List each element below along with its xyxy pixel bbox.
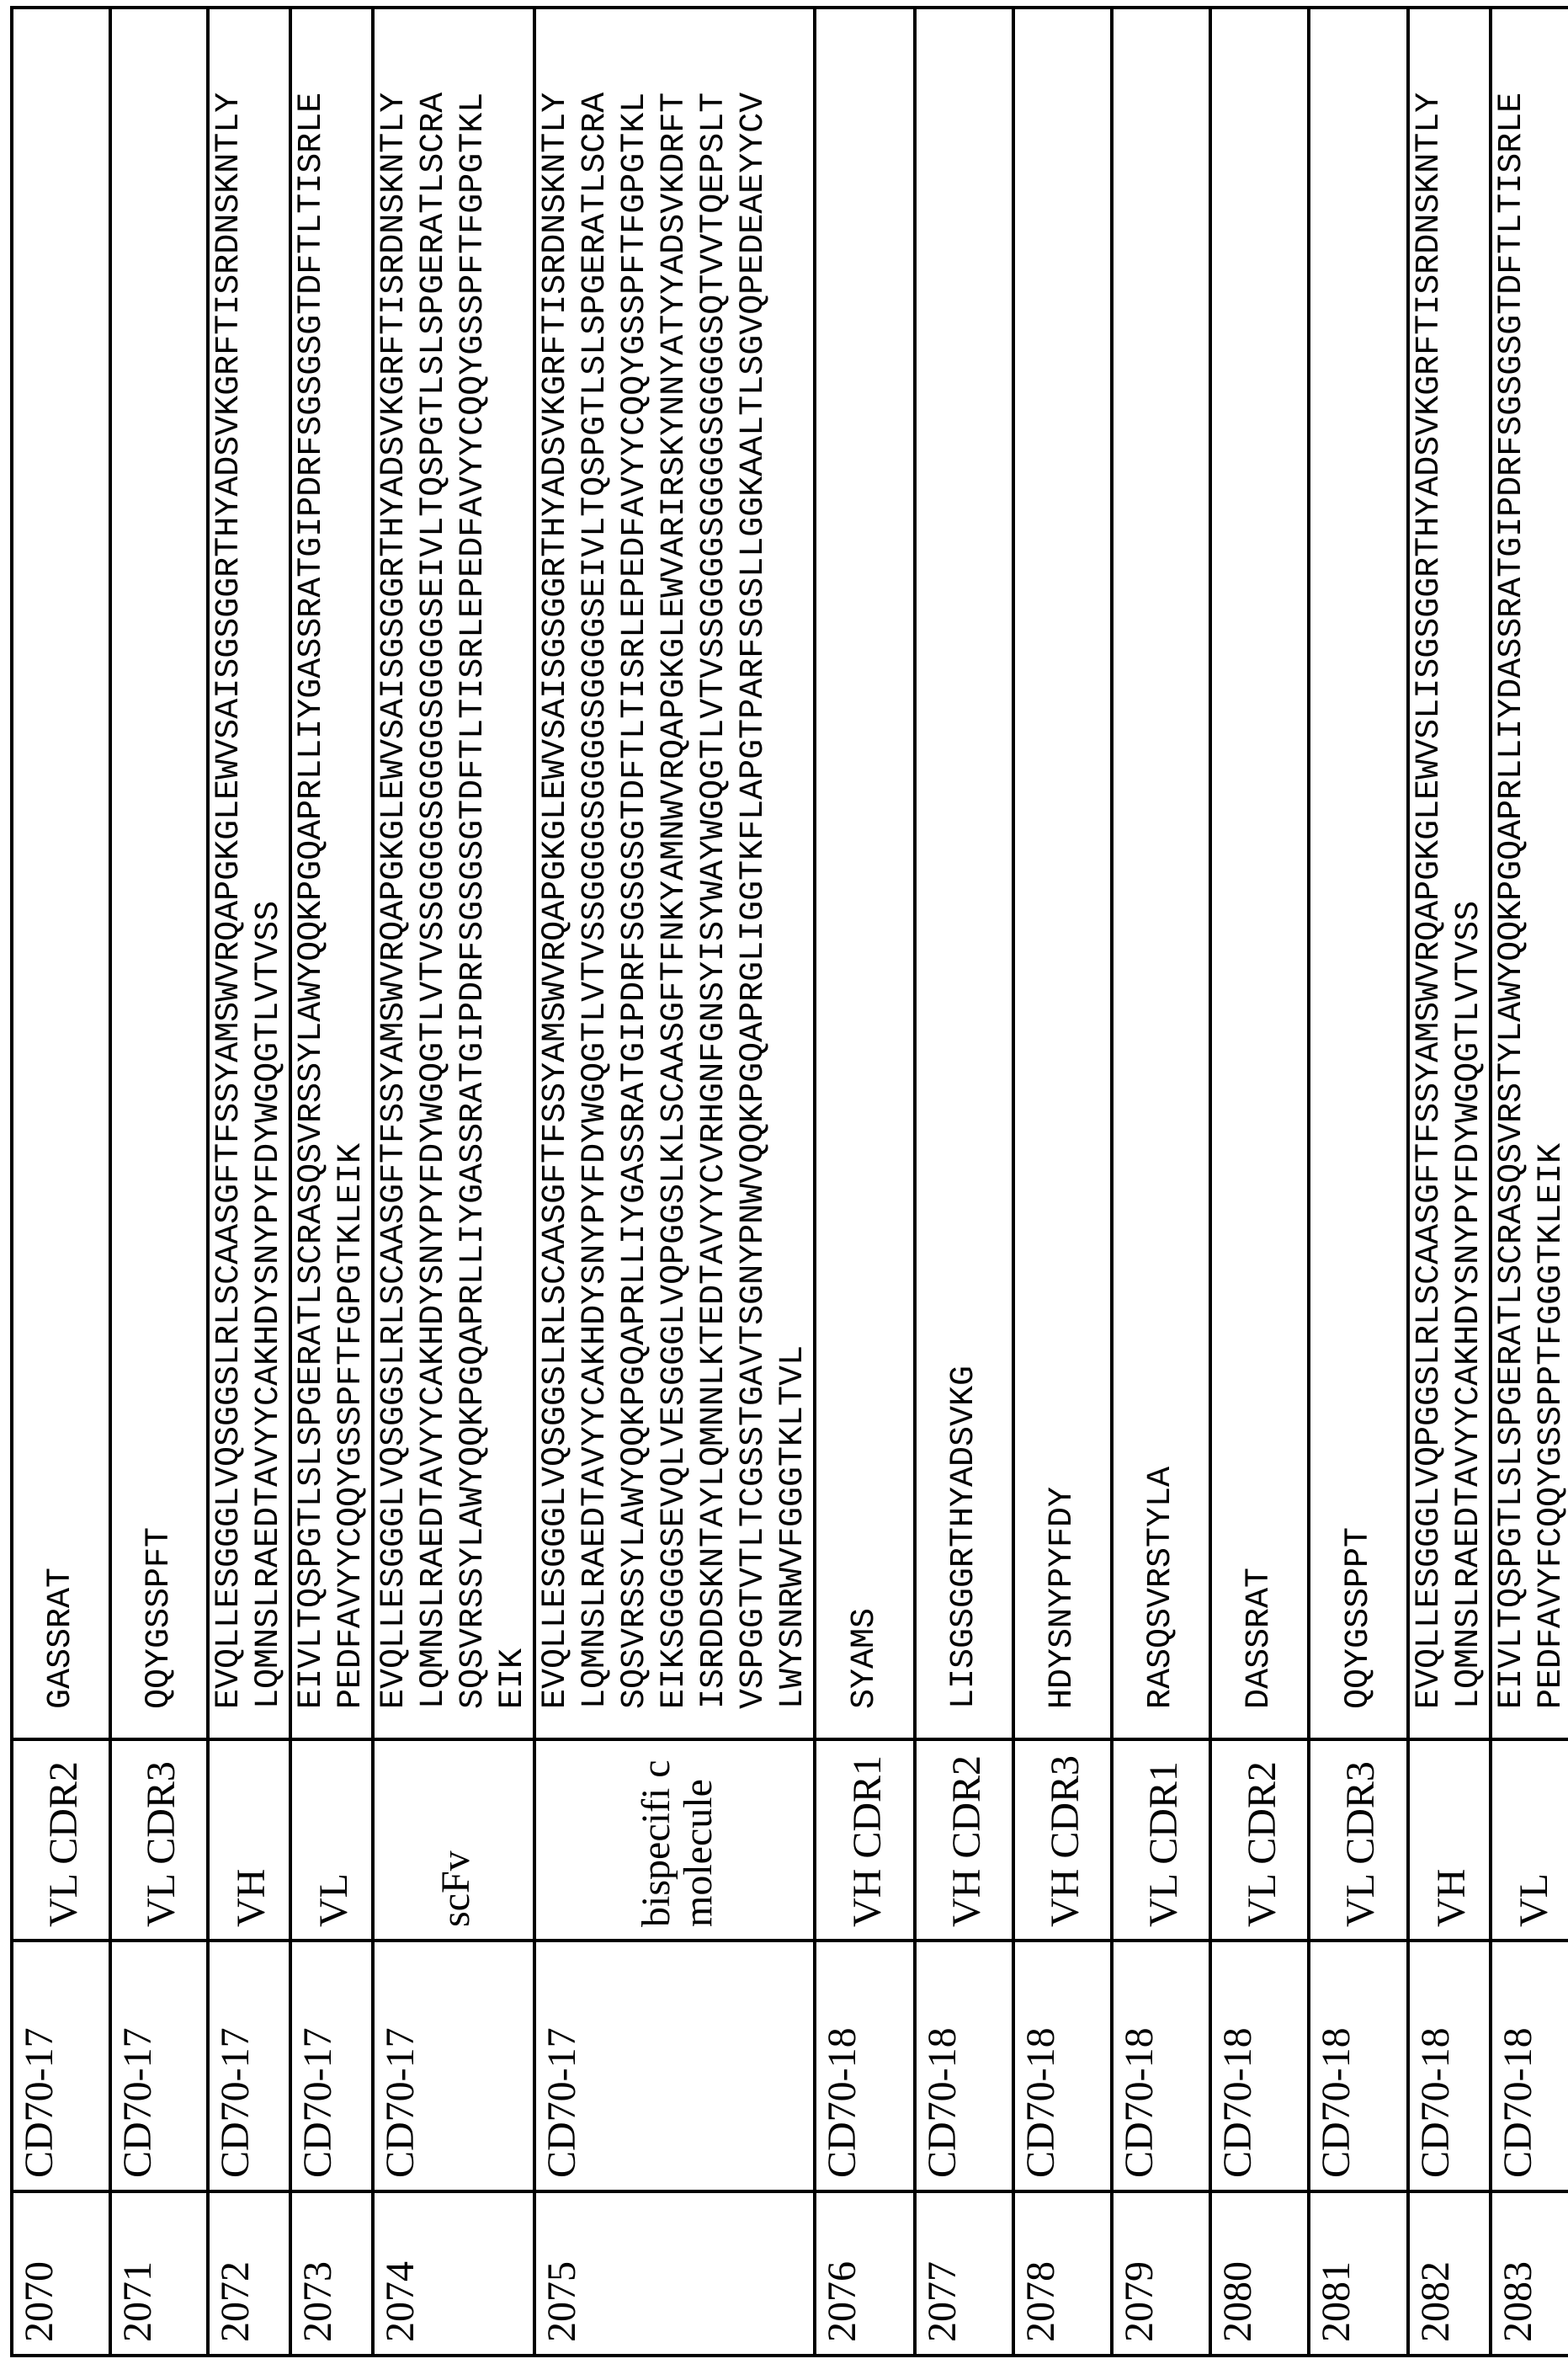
region-type: VL CDR3	[110, 1739, 208, 1941]
seq-id-number: 2080	[1210, 2191, 1309, 2356]
table-row	[1491, 8, 1568, 2356]
amino-acid-sequence	[1112, 8, 1210, 1739]
sequence-line: PEDFAVYYCQQYGSSPFTFGPGTKLEIK	[332, 21, 371, 1709]
sequence-line: LQMNSLRAEDTAVYYCAKHDYSNYPYFDYWGQGTLVTVSSGGGGSGGGGSGGGGSEIVLTQSPGTLSLSPGERATLSCRA	[576, 21, 615, 1709]
sequence-line: ISRDDSKNTAYLQMNNLKTEDTAVYYCVRHGNFGNSYISYWAYWGQGTLVTVSSGGGGSGGGGSGGGGSQTVVTQEPSLT	[694, 21, 734, 1709]
seq-id-number: 2083	[1491, 2191, 1568, 2356]
sequence-line: EVQLLESGGGLVQPGGSLRLSCAASGFTFSSYAMSWVRQAPGKGLEWVSLISGSGGRTHYADSVKGRFTISRDNSKNTLY	[1410, 21, 1449, 1709]
sequence-table	[10, 6, 1568, 2357]
amino-acid-sequence	[110, 8, 208, 1739]
amino-acid-sequence	[1210, 8, 1309, 1739]
sequence-line: EIVLTQSPGTLSLSPGERATLSCRASQSVRSTYLAWYQQKPGQAPRLLIYDASSRATGIPDRFSGSGSGTDFTLTISRLE	[1492, 21, 1532, 1709]
sequence-line: HDYSNYPYFDY	[1043, 21, 1082, 1709]
antibody-name: CD70-17	[373, 1941, 534, 2191]
sequence-line: LQMNSLRAEDTAVYYCAKHDYSNYPYFDYWGQGTLVTVSS	[249, 21, 289, 1709]
rotated-sequence-table-page	[10, 9, 1564, 2357]
region-type: VL CDR2	[12, 1739, 110, 1941]
region-type: VL	[1491, 1739, 1568, 1941]
antibody-name: CD70-18	[1408, 1941, 1491, 2191]
amino-acid-sequence	[815, 8, 915, 1739]
amino-acid-sequence	[208, 8, 290, 1739]
antibody-name: CD70-18	[915, 1941, 1013, 2191]
seq-id-number: 2072	[208, 2191, 290, 2356]
sequence-line: EIKSGGGGSEVQLVESGGGLVQPGGSLKLSCAASGFTFNKYAMNWVRQAPGKGLEWVARIRSKYNNYATYYADSVKDRFT	[655, 21, 694, 1709]
sequence-line: EVQLLESGGGLVQSGGSLRLSCAASGFTFSSYAMSWVRQAPGKGLEWVSAISGSGGRTHYADSVKGRFTISRDNSKNTLY	[210, 21, 249, 1709]
antibody-name: CD70-18	[1013, 1941, 1112, 2191]
seq-id-number: 2076	[815, 2191, 915, 2356]
region-type: VH	[1408, 1739, 1491, 1941]
table-row	[1309, 8, 1408, 2356]
region-type: VL	[290, 1739, 373, 1941]
seq-id-number: 2070	[12, 2191, 110, 2356]
antibody-name: CD70-17	[208, 1941, 290, 2191]
antibody-name: CD70-18	[1309, 1941, 1408, 2191]
sequence-line: PEDFAVYFCQQYGSSPPTFGGGTKLEIK	[1532, 21, 1568, 1709]
amino-acid-sequence	[1309, 8, 1408, 1739]
table-row	[1408, 8, 1491, 2356]
region-type: VL CDR3	[1309, 1739, 1408, 1941]
amino-acid-sequence	[1408, 8, 1491, 1739]
sequence-line: RASQSVRSTYLA	[1141, 21, 1181, 1709]
region-type: VH CDR3	[1013, 1739, 1112, 1941]
antibody-name: CD70-17	[290, 1941, 373, 2191]
seq-id-number: 2075	[534, 2191, 815, 2356]
seq-id-number: 2082	[1408, 2191, 1491, 2356]
sequence-line: VSPGGTVTLTCGSSTGAVTSGNYPNWVQQKPGQAPRGLIGGTKFLAPGTPARFSGSLLGGKAALTLSGVQPEDEAEYYCV	[734, 21, 773, 1709]
table-row	[915, 8, 1013, 2356]
amino-acid-sequence	[12, 8, 110, 1739]
antibody-name: CD70-18	[1112, 1941, 1210, 2191]
sequence-line: DASSRAT	[1240, 21, 1279, 1709]
antibody-name: CD70-18	[815, 1941, 915, 2191]
sequence-line: EIVLTQSPGTLSLSPGERATLSCRASQSVRSSYLAWYQQKPGQAPRLLIYGASSRATGIPDRFSGSGSGTDFTLTISRLE	[292, 21, 332, 1709]
sequence-line: LWYSNRWVFGGGTKLTVL	[773, 21, 813, 1709]
amino-acid-sequence	[915, 8, 1013, 1739]
antibody-name: CD70-17	[12, 1941, 110, 2191]
table-row	[290, 8, 373, 2356]
sequence-line: LISGSGGRTHYADSVKG	[944, 21, 984, 1709]
sequence-line: EVQLLESGGGLVQSGGSLRLSCAASGFTFSSYAMSWVRQAPGKGLEWVSAISGSGGRTHYADSVKGRFTISRDNSKNTLY	[375, 21, 414, 1709]
table-row	[1013, 8, 1112, 2356]
antibody-name: CD70-18	[1210, 1941, 1309, 2191]
sequence-line: SYAMS	[845, 21, 885, 1709]
antibody-name: CD70-17	[110, 1941, 208, 2191]
sequence-line: QQYGSSPFT	[140, 21, 179, 1709]
seq-id-number: 2077	[915, 2191, 1013, 2356]
table-row	[1112, 8, 1210, 2356]
sequence-line: LQMNSLRAEDTAVYYCAKHDYSNYPYFDYWGQGTLVTVSS	[1449, 21, 1489, 1709]
table-row	[534, 8, 815, 2356]
antibody-name: CD70-18	[1491, 1941, 1568, 2191]
seq-id-number: 2074	[373, 2191, 534, 2356]
seq-id-number: 2073	[290, 2191, 373, 2356]
table-row	[12, 8, 110, 2356]
table-row	[373, 8, 534, 2356]
amino-acid-sequence	[1013, 8, 1112, 1739]
seq-id-number: 2081	[1309, 2191, 1408, 2356]
amino-acid-sequence	[534, 8, 815, 1739]
region-type: scFv	[373, 1739, 534, 1941]
sequence-line: SQSVRSSYLAWYQQKPGQAPRLLIYGASSRATGIPDRFSGSGSGTDFTLTISRLEPEDFAVYYCQQYGSSPFTFGPGTKL	[615, 21, 655, 1709]
amino-acid-sequence	[290, 8, 373, 1739]
table-row	[208, 8, 290, 2356]
seq-id-number: 2079	[1112, 2191, 1210, 2356]
sequence-line: SQSVRSSYLAWYQQKPGQAPRLLIYGASSRATGIPDRFSGSGSGTDFTLTISRLEPEDFAVYYCQQYGSSPFTFGPGTKL	[454, 21, 493, 1709]
sequence-line: QQYGSSPPT	[1339, 21, 1379, 1709]
sequence-line: GASSRAT	[41, 21, 81, 1709]
amino-acid-sequence	[1491, 8, 1568, 1739]
sequence-line: LQMNSLRAEDTAVYYCAKHDYSNYPYFDYWGQGTLVTVSSGGGGSGGGGSGGGGSEIVLTQSPGTLSLSPGERATLSCRA	[414, 21, 454, 1709]
region-type: bispecifi c molecule	[534, 1739, 815, 1941]
seq-id-number: 2078	[1013, 2191, 1112, 2356]
antibody-name: CD70-17	[534, 1941, 815, 2191]
table-row	[1210, 8, 1309, 2356]
table-row	[110, 8, 208, 2356]
region-type: VH CDR1	[815, 1739, 915, 1941]
region-type: VL CDR1	[1112, 1739, 1210, 1941]
sequence-line: EVQLLESGGGLVQSGGSLRLSCAASGFTFSSYAMSWVRQAPGKGLEWVSAISGSGGRTHYADSVKGRFTISRDNSKNTLY	[536, 21, 576, 1709]
table-row	[815, 8, 915, 2356]
seq-id-number: 2071	[110, 2191, 208, 2356]
region-type: VL CDR2	[1210, 1739, 1309, 1941]
amino-acid-sequence	[373, 8, 534, 1739]
region-type: VH CDR2	[915, 1739, 1013, 1941]
region-type: VH	[208, 1739, 290, 1941]
sequence-line: EIK	[493, 21, 533, 1709]
